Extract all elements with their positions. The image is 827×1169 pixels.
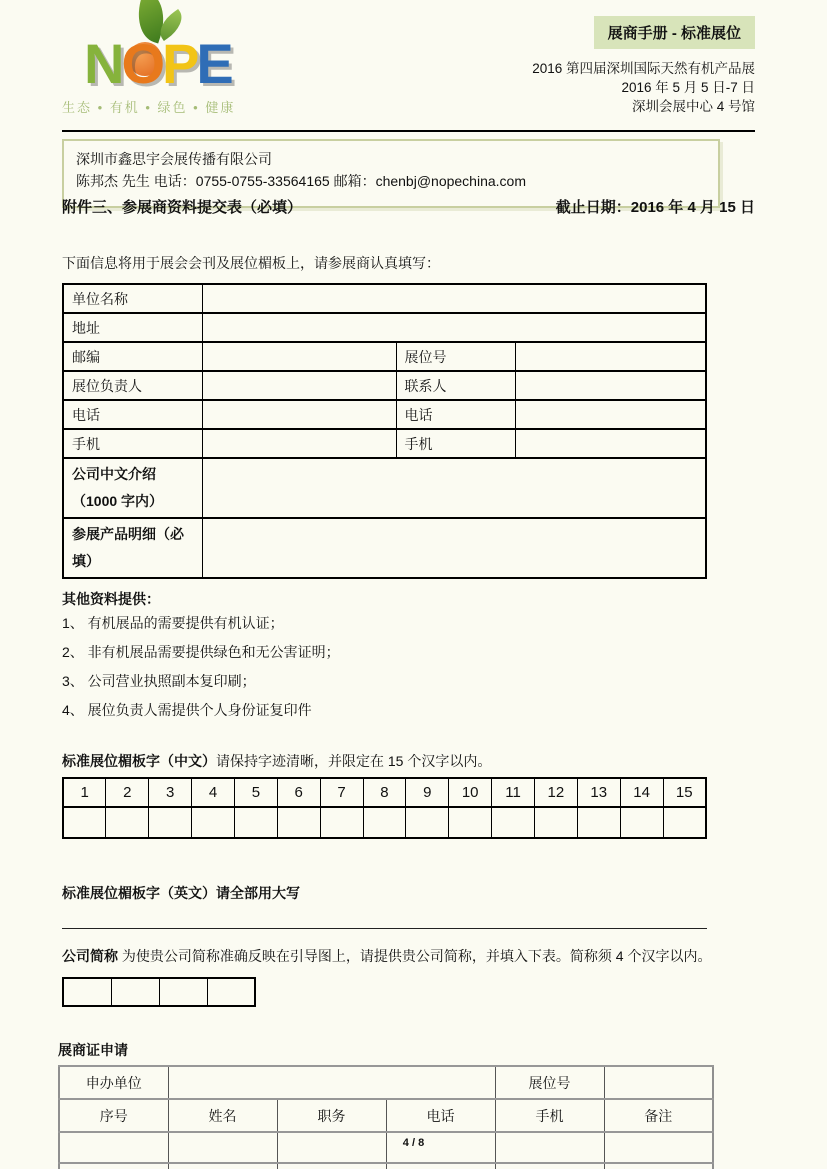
abbr-char-cell[interactable]: [63, 978, 111, 1006]
fascia-en-title: 标准展位楣板字（英文）请全部用大写: [62, 885, 300, 901]
fascia-char-cell[interactable]: [234, 807, 277, 838]
header-right: [532, 8, 755, 116]
fascia-char-cell[interactable]: [534, 807, 577, 838]
table-row: [63, 313, 706, 342]
fascia-number-cell: 15: [663, 778, 706, 807]
col-header-phone: 电话: [386, 1099, 495, 1132]
fascia-char-cell[interactable]: [406, 807, 449, 838]
zip-input-cell[interactable]: [203, 342, 396, 371]
fascia-cn-title-rest: 请保持字迹清晰，并限定在 15 个汉字以内。: [216, 753, 492, 769]
fascia-cn-title-bold: 标准展位楣板字（中文）: [62, 753, 216, 769]
logo-letter-p: P: [162, 32, 197, 95]
list-item: 1、 有机展品的需要提供有机认证；: [62, 615, 284, 631]
fascia-number-cell: 12: [534, 778, 577, 807]
booth-no-input-cell[interactable]: [516, 342, 706, 371]
fascia-number-cell: 6: [277, 778, 320, 807]
fascia-char-cell[interactable]: [363, 807, 406, 838]
organizer-company: 深圳市鑫思宇会展传播有限公司: [76, 151, 272, 167]
abbr-title-rest: 为使贵公司简称准确反映在引导图上，请提供贵公司简称，并填入下表。简称须 4 个汉字以内。: [118, 948, 712, 964]
fascia-number-cell: 13: [577, 778, 620, 807]
contact-person-input-cell[interactable]: [516, 371, 706, 400]
badge-apply-table: [58, 1065, 714, 1169]
abbr-title-bold: 公司简称: [62, 948, 118, 964]
other-docs-title: 其他资料提供：: [62, 591, 160, 607]
company-name-input-cell[interactable]: [203, 284, 706, 313]
fascia-cn-title: [62, 751, 755, 771]
product-detail-label: 参展产品明细（必填）: [63, 518, 203, 578]
list-item: 3、 公司营业执照副本复印刷；: [62, 673, 256, 689]
attachment-title: 附件三、参展商资料提交表（必填）: [62, 199, 303, 216]
nope-logo: [62, 8, 292, 115]
apply-unit-label: 申办单位: [59, 1066, 168, 1099]
logo-letter-e: E: [196, 32, 231, 95]
organizer-contact-details: 陈邦杰 先生 电话：0755-0755-33564165 邮箱：chenbj@nopechina.com: [76, 173, 526, 189]
fascia-char-cell[interactable]: [277, 807, 320, 838]
fascia-char-cell[interactable]: [492, 807, 535, 838]
mobile2-input-cell[interactable]: [516, 429, 706, 458]
page-number: 4 / 8: [402, 1137, 425, 1149]
fascia-cn-table: [62, 777, 707, 839]
address-label: 地址: [63, 313, 203, 342]
table-row: [63, 518, 706, 578]
table-row: [59, 1066, 713, 1099]
abbr-char-cell[interactable]: [159, 978, 207, 1006]
fascia-number-cell: 5: [234, 778, 277, 807]
list-item: 4、 展位负责人需提供个人身份证复印件: [62, 702, 312, 718]
fascia-char-cell[interactable]: [577, 807, 620, 838]
fascia-number-cell: 3: [149, 778, 192, 807]
event-dates: 2016 年 5 月 5 日-7 日: [621, 80, 755, 95]
logo-letter-n: N: [84, 32, 122, 95]
table-row: [63, 400, 706, 429]
table-row: [63, 371, 706, 400]
mobile1-input-cell[interactable]: [203, 429, 396, 458]
table-header-row: [59, 1099, 713, 1132]
table-row: [59, 1163, 713, 1169]
company-name-label: 单位名称: [63, 284, 203, 313]
badge-apply-title: 展商证申请: [58, 1042, 128, 1058]
logo-letter-o: O: [121, 32, 163, 95]
apply-booth-input-cell[interactable]: [604, 1066, 713, 1099]
apply-input-cell[interactable]: [604, 1163, 713, 1169]
apply-booth-label: 展位号: [495, 1066, 604, 1099]
abbr-table: [62, 977, 256, 1007]
phone1-label: 电话: [63, 400, 203, 429]
abbr-char-cell[interactable]: [207, 978, 255, 1006]
fascia-char-cell[interactable]: [449, 807, 492, 838]
fascia-en-write-line[interactable]: [62, 903, 707, 929]
fascia-number-cell: 4: [192, 778, 235, 807]
contact-person-label: 联系人: [396, 371, 516, 400]
logo-letters: [84, 32, 231, 95]
fascia-number-cell: 14: [620, 778, 663, 807]
page-header: [62, 8, 755, 116]
attachment-heading: [62, 196, 755, 217]
fascia-input-row: [63, 807, 706, 838]
abbr-input-row: [63, 978, 255, 1006]
mobile1-label: 手机: [63, 429, 203, 458]
col-header-seq: 序号: [59, 1099, 168, 1132]
apply-input-cell[interactable]: [59, 1163, 168, 1169]
col-header-mobile: 手机: [495, 1099, 604, 1132]
table-row: [63, 458, 706, 518]
fascia-char-cell[interactable]: [63, 807, 106, 838]
apply-input-cell[interactable]: [168, 1163, 277, 1169]
fascia-char-cell[interactable]: [192, 807, 235, 838]
fascia-number-cell: 7: [320, 778, 363, 807]
product-detail-input-cell[interactable]: [203, 518, 706, 578]
company-intro-label: 公司中文介绍（1000 字内）: [63, 458, 203, 518]
abbr-char-cell[interactable]: [111, 978, 159, 1006]
phone2-label: 电话: [396, 400, 516, 429]
header-divider: [62, 130, 755, 132]
mobile2-label: 手机: [396, 429, 516, 458]
table-row: [63, 429, 706, 458]
logo-tagline: 生态 • 有机 • 绿色 • 健康: [62, 100, 236, 115]
table-row: [63, 284, 706, 313]
apply-input-cell[interactable]: [277, 1163, 386, 1169]
fascia-number-cell: 11: [492, 778, 535, 807]
apply-input-cell[interactable]: [495, 1163, 604, 1169]
col-header-name: 姓名: [168, 1099, 277, 1132]
fascia-number-cell: 10: [449, 778, 492, 807]
fascia-number-cell: 2: [106, 778, 149, 807]
phone1-input-cell[interactable]: [203, 400, 396, 429]
fascia-char-cell[interactable]: [106, 807, 149, 838]
deadline-text: 截止日期：2016 年 4 月 15 日: [555, 199, 755, 216]
apply-unit-input-cell[interactable]: [168, 1066, 495, 1099]
fascia-char-cell[interactable]: [663, 807, 706, 838]
table-row: [63, 342, 706, 371]
fascia-char-cell[interactable]: [149, 807, 192, 838]
booth-manager-input-cell[interactable]: [203, 371, 396, 400]
address-input-cell[interactable]: [203, 313, 706, 342]
apply-input-cell[interactable]: [386, 1163, 495, 1169]
company-intro-input-cell[interactable]: [203, 458, 706, 518]
abbr-paragraph: [62, 946, 755, 966]
fascia-number-cell: 8: [363, 778, 406, 807]
col-header-position: 职务: [277, 1099, 386, 1132]
list-item: 2、 非有机展品需要提供绿色和无公害证明；: [62, 644, 340, 660]
event-title: 2016 第四届深圳国际天然有机产品展: [532, 61, 755, 76]
fascia-number-cell: 9: [406, 778, 449, 807]
fascia-char-cell[interactable]: [320, 807, 363, 838]
event-venue: 深圳会展中心 4 号馆: [631, 99, 755, 114]
fascia-number-row: [63, 778, 706, 807]
fascia-char-cell[interactable]: [620, 807, 663, 838]
manual-type-badge: 展商手册 - 标准展位: [594, 16, 755, 49]
phone2-input-cell[interactable]: [516, 400, 706, 429]
fascia-number-cell: 1: [63, 778, 106, 807]
intro-text: 下面信息将用于展会会刊及展位楣板上，请参展商认真填写：: [62, 255, 440, 271]
zip-label: 邮编: [63, 342, 203, 371]
col-header-remark: 备注: [604, 1099, 713, 1132]
exhibitor-info-table: [62, 283, 707, 579]
booth-no-label: 展位号: [396, 342, 516, 371]
booth-manager-label: 展位负责人: [63, 371, 203, 400]
